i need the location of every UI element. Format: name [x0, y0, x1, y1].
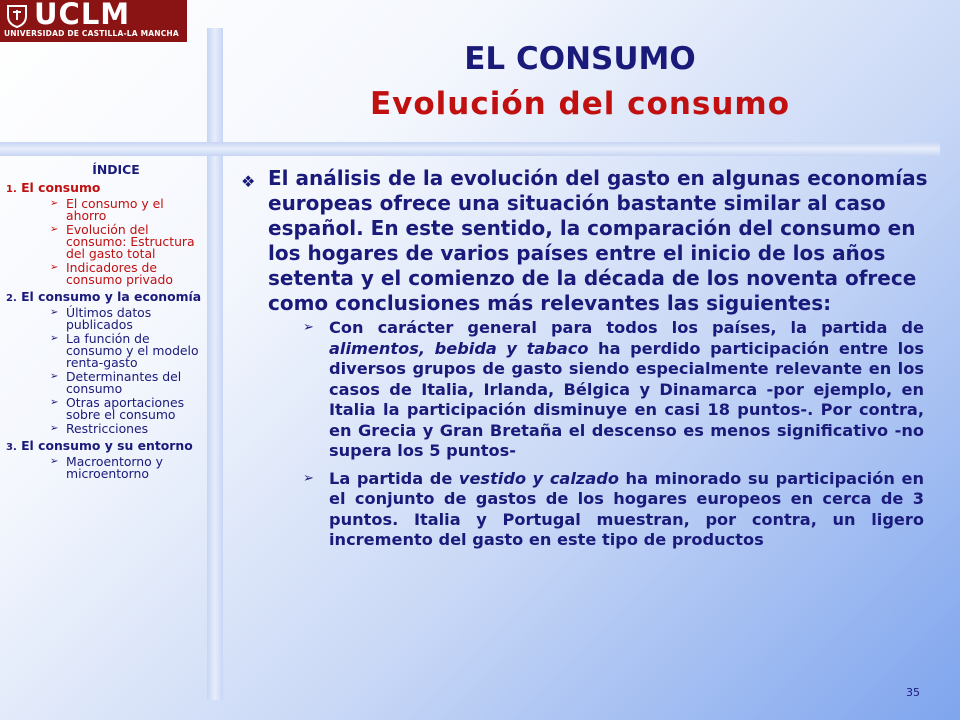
index-item[interactable] — [6, 456, 202, 480]
section-label: El consumo y la economía — [21, 289, 202, 304]
index-item[interactable] — [6, 307, 202, 331]
section-label: El consumo y su entorno — [21, 438, 193, 453]
arrow-icon: ➢ — [50, 423, 59, 434]
slide-subtitle: Evolución del consumo — [369, 86, 791, 122]
main-content — [240, 166, 930, 551]
index-heading: ÍNDICE — [92, 162, 140, 177]
index-item[interactable] — [6, 262, 202, 286]
index-item[interactable] — [6, 397, 202, 421]
index-item-label: Restricciones — [66, 421, 149, 436]
index-item-label: La función de consumo y el modelo renta-gasto — [66, 331, 199, 370]
bullet-emphasis: alimentos, bebida y tabaco — [329, 338, 589, 358]
index-section-3[interactable] — [6, 440, 202, 454]
index-item[interactable] — [6, 224, 202, 260]
logo-name: UCLM — [34, 0, 131, 31]
vertical-decor-bar — [207, 28, 223, 700]
index-item[interactable] — [6, 198, 202, 222]
bullet-text: La partida de — [329, 468, 459, 488]
index-item[interactable] — [6, 371, 202, 395]
logo-subtitle: UNIVERSIDAD DE CASTILLA-LA MANCHA — [4, 29, 179, 38]
index-section-1[interactable] — [6, 182, 202, 196]
arrow-icon: ➢ — [50, 371, 59, 382]
arrow-icon: ➢ — [303, 470, 314, 486]
index-item-label: El consumo y el ahorro — [66, 196, 164, 223]
arrow-icon: ➢ — [50, 307, 59, 318]
index-section-2[interactable] — [6, 291, 202, 305]
bullet-text: ha perdido participación entre los diversos grupos de gasto siendo especialmente relevante en los casos de Italia, Irlanda, Bélgica y Dinamarca -por ejemplo, en Italia la participación disminuye en casi 18 puntos-. Por contra, en Grecia y Gran Bretaña el descenso es menos significativo -no supera los 5 puntos- — [329, 338, 924, 460]
arrow-icon: ➢ — [50, 333, 59, 344]
bullet-text: Con carácter general para todos los países, la partida de — [329, 318, 924, 337]
index-item[interactable] — [6, 423, 202, 435]
uclm-logo — [0, 0, 187, 42]
main-paragraph — [240, 166, 930, 316]
index-panel — [6, 164, 202, 480]
bullet-emphasis: vestido y calzado — [458, 468, 619, 488]
index-item-label: Evolución del consumo: Estructura del gasto total — [66, 222, 195, 261]
arrow-icon: ➢ — [303, 320, 314, 335]
index-item-label: Últimos datos publicados — [66, 305, 152, 332]
index-item-label: Indicadores de consumo privado — [66, 260, 173, 287]
page-number: 35 — [906, 686, 920, 699]
index-item-label: Otras aportaciones sobre el consumo — [66, 395, 185, 422]
horizontal-decor-bar — [0, 142, 940, 156]
index-item[interactable] — [6, 333, 202, 369]
main-paragraph-text: El análisis de la evolución del gasto en algunas economías europeas ofrece una situación bastante similar al caso español. En este sentido, la comparación del consumo en los hogares de varios países entre el inicio de los años setenta y el comienzo de la década de los noventa ofrece como conclusiones más relevantes las siguientes: — [268, 166, 928, 315]
section-number: 1. — [6, 184, 17, 195]
shield-icon — [6, 4, 28, 28]
diamond-bullet-icon: ❖ — [241, 172, 256, 191]
arrow-icon: ➢ — [50, 397, 59, 408]
section-label: El consumo — [21, 180, 101, 195]
section-number: 3. — [6, 442, 17, 453]
sub-bullet-1 — [240, 318, 930, 462]
slide-title: EL CONSUMO — [464, 41, 696, 77]
section-number: 2. — [6, 293, 17, 304]
index-item-label: Determinantes del consumo — [66, 369, 182, 396]
bullet-text: ha minorado su participación en el conjunto de gastos de los hogares europeos en cerca de 3 puntos. Italia y Portugal muestran, por contra, un ligero incremento del gasto en este tipo de productos — [329, 468, 924, 549]
arrow-icon: ➢ — [50, 224, 59, 235]
arrow-icon: ➢ — [50, 262, 59, 273]
arrow-icon: ➢ — [50, 198, 59, 209]
index-item-label: Macroentorno y microentorno — [66, 454, 163, 481]
sub-bullet-2 — [240, 469, 930, 551]
arrow-icon: ➢ — [50, 456, 59, 467]
